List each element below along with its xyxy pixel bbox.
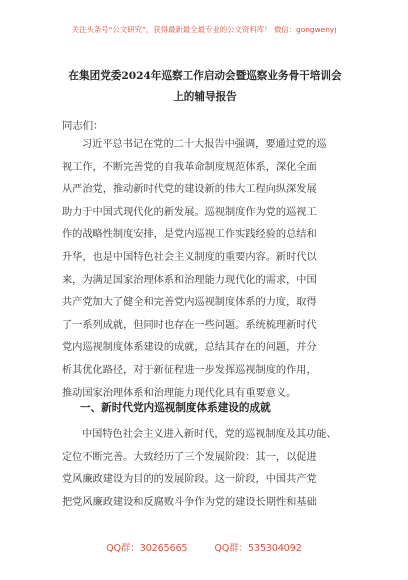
document-title xyxy=(40,66,370,108)
text-line: 从严治党，推动新时代党的建设新的伟大工程向纵深发展 xyxy=(62,184,317,196)
footer-qq-group-2: QQ群：535304092 xyxy=(214,543,302,554)
text-line: 助力于中国式现代化的新发展。巡视制度作为党的巡视工 xyxy=(62,206,317,218)
text-line: 了一系列成就，但同时也存在一些问题。系统梳理新时代 xyxy=(62,319,317,331)
text-line: 来，为满足国家治理体系和治理能力现代化的需求，中国 xyxy=(62,274,317,286)
text-line: 习近平总书记在党的二十大报告中强调，要通过党的巡 xyxy=(82,139,327,150)
text-line: 升华，也是中国特色社会主义制度的重要内容。新时代以 xyxy=(62,251,317,263)
header-banner: 关注头条号“公文研究”，获得最新最全最专业的公文资料库！ 微信：gongwenyj xyxy=(71,25,337,34)
footer xyxy=(0,540,408,554)
salutation: 同志们： xyxy=(62,120,104,132)
text-line: 定位不断完善。大致经历了三个发展阶段：其一，以促进 xyxy=(62,451,317,463)
text-line: 作的战略性制度安排，是党内巡视工作实践经验的总结和 xyxy=(62,229,317,241)
text-line: 党内巡视制度体系建设的成就，总结其存在的问题，并分 xyxy=(62,342,317,354)
text-line: 共产党加大了健全和完善党内巡视制度体系的力度，取得 xyxy=(62,297,317,309)
text-line: 把党风廉政建设和反腐败斗争作为党的建设长期性和基础 xyxy=(62,496,317,508)
text-line: 中国特色社会主义进入新时代，党的巡视制度及其功能、 xyxy=(82,429,337,440)
title-line-1: 在集团党委2024年巡察工作启动会暨巡察业务骨干培训会 xyxy=(68,70,342,82)
text-line: 推动国家治理体系和治理能力现代化具有重要意义。 xyxy=(62,387,297,399)
section-heading: 一、新时代党内巡视制度体系建设的成就 xyxy=(80,402,271,414)
title-line-2: 上的辅导报告 xyxy=(173,91,237,103)
paragraph-1 xyxy=(62,134,358,405)
text-line: 析其优化路径，对于新征程进一步发挥巡视制度的作用， xyxy=(62,364,317,376)
paragraph-2 xyxy=(62,424,358,514)
text-line: 视工作，不断完善党的自我革命制度规范体系，深化全面 xyxy=(62,161,317,173)
text-line: 党风廉政建设为目的的发展阶段。这一阶段，中国共产党 xyxy=(62,474,317,486)
footer-qq-group-1: QQ群：30265665 xyxy=(106,543,188,554)
